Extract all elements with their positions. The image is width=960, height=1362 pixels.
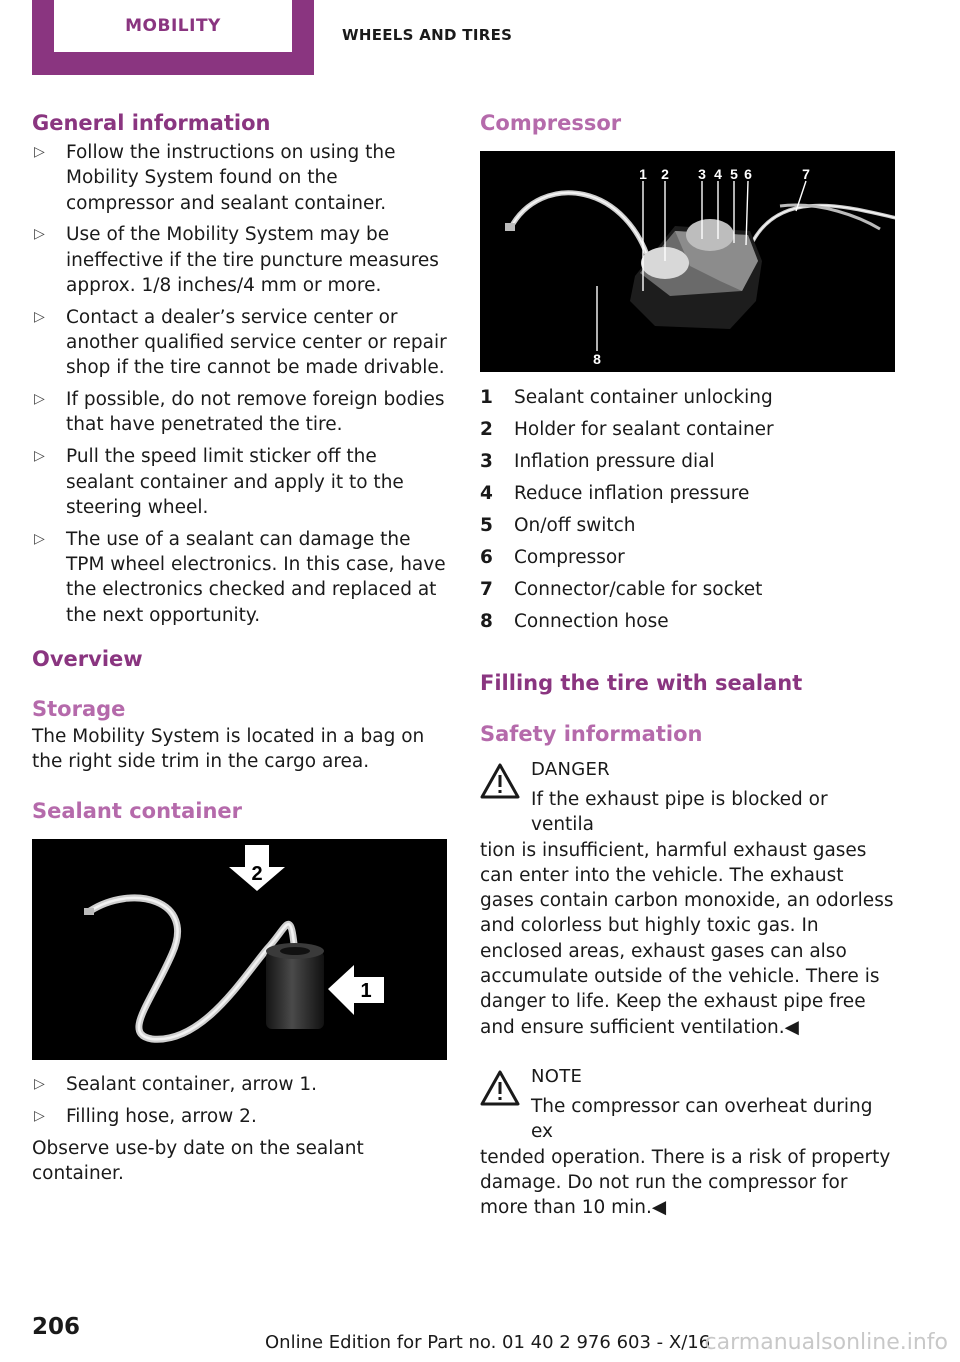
danger-title: DANGER (531, 759, 610, 780)
note-title: NOTE (531, 1065, 583, 1087)
danger-text: tion is insufficient, harmful exhaust gases can enter into the vehicle. The exhaust gases contain carbon monoxide, an odorless and colorless but highly toxic gas. In enclosed areas, exhaust gases can also accumulate outside of the vehicle. There is danger to life. Keep the exhaust pipe free and ensure sufficient ventilation.◀ (480, 839, 894, 1038)
compressor-heading: Compressor (480, 111, 622, 135)
filling-heading: Filling the tire with sealant (480, 671, 803, 695)
triangle-right-icon: ▷ (34, 530, 45, 547)
edition-text: Online Edition for Part no. 01 40 2 976 603 - X/16 (265, 1332, 711, 1353)
warning-triangle-icon (480, 763, 520, 799)
legend-item: 2 Holder for sealant container (480, 419, 774, 440)
triangle-right-icon: ▷ (34, 308, 45, 325)
legend-item: 7 Connector/cable for socket (480, 579, 763, 600)
callout-6: 6 (744, 166, 752, 182)
list-item: ▷ Pull the speed limit sticker off the sealant container and apply it to the steering wheel. (34, 446, 404, 518)
compressor-photo (480, 151, 895, 372)
left-column (32, 108, 450, 1187)
callout-5: 5 (730, 166, 738, 182)
overview-heading: Overview (32, 646, 143, 671)
general-information-heading: General information (32, 111, 271, 135)
legend-item: 3 Inflation pressure dial (480, 451, 715, 472)
callout-2: 2 (661, 166, 669, 182)
chapter-tab-label: MOBILITY (125, 16, 221, 36)
list-item: ▷ Use of the Mobility System may be ineffective if the tire puncture measures approx. 1/8 inches/4 mm or more. (34, 224, 439, 296)
callout-1: 1 (639, 166, 647, 182)
callout-3: 3 (698, 166, 706, 182)
compressor-legend (480, 382, 898, 638)
legend-item: 6 Compressor (480, 547, 625, 568)
storage-text: The Mobility System is located in a bag on the right side trim in the cargo area. (32, 725, 425, 773)
note-text-first: The compressor can overheat during ex (531, 1095, 873, 1143)
triangle-right-icon: ▷ (34, 391, 45, 408)
danger-notice (480, 755, 898, 1040)
storage-heading: Storage (32, 696, 126, 721)
note-notice (480, 1062, 898, 1220)
triangle-right-icon: ▷ (34, 144, 45, 160)
list-item: ▷ If possible, do not remove foreign bodies that have penetrated the tire. (34, 389, 445, 436)
danger-text-first: If the exhaust pipe is blocked or ventila (531, 789, 828, 836)
callout-8: 8 (593, 351, 601, 367)
callout-4: 4 (714, 166, 722, 182)
callout-7: 7 (802, 166, 810, 182)
triangle-right-icon: ▷ (34, 226, 45, 243)
arrow-2-label: 2 (251, 863, 263, 886)
general-bullet-list (32, 140, 450, 628)
chapter-tab (32, 0, 314, 75)
list-item: ▷ Contact a dealer’s service center or another qualified service center or repair shop if the tire cannot be made drivable. (34, 306, 447, 379)
page-number: 206 (32, 1314, 81, 1340)
list-item: ▷ Follow the instructions on using the Mobility System found on the compressor and sealant container. (34, 142, 396, 214)
arrow-1-label: 1 (360, 980, 372, 1003)
note-text: tended operation. There is a risk of property damage. Do not run the compressor for more than 10 min.◀ (480, 1146, 891, 1219)
triangle-right-icon: ▷ (34, 1108, 45, 1125)
sealant-container-heading: Sealant container (32, 799, 242, 824)
list-item: ▷ Filling hose, arrow 2. (32, 1104, 450, 1129)
legend-item: 1 Sealant container unlocking (480, 387, 773, 408)
section-title: WHEELS AND TIRES (342, 26, 513, 44)
triangle-right-icon: ▷ (34, 448, 45, 465)
list-item: ▷ Sealant container, arrow 1. (32, 1072, 450, 1097)
legend-item: 8 Connection hose (480, 611, 669, 632)
sealant-container-illustration (32, 839, 447, 1060)
triangle-right-icon: ▷ (34, 1076, 45, 1093)
sealant-container-photo (32, 839, 447, 1060)
warning-triangle-icon (480, 1070, 520, 1106)
safety-information-heading: Safety information (480, 722, 703, 746)
chapter-tab-inner (54, 0, 292, 52)
watermark-text: carmanualsonline.info (704, 1330, 948, 1355)
legend-item: 4 Reduce inflation pressure (480, 483, 750, 504)
legend-item: 5 On/off switch (480, 515, 636, 536)
right-column (480, 108, 898, 1220)
sealant-bullet-list (32, 1072, 450, 1129)
compressor-illustration (480, 151, 895, 372)
list-item: ▷ The use of a sealant can damage the TPM wheel electronics. In this case, have the electronics checked and replaced at the next opportunity. (34, 528, 446, 626)
observe-text: Observe use-by date on the sealant container. (32, 1138, 364, 1185)
